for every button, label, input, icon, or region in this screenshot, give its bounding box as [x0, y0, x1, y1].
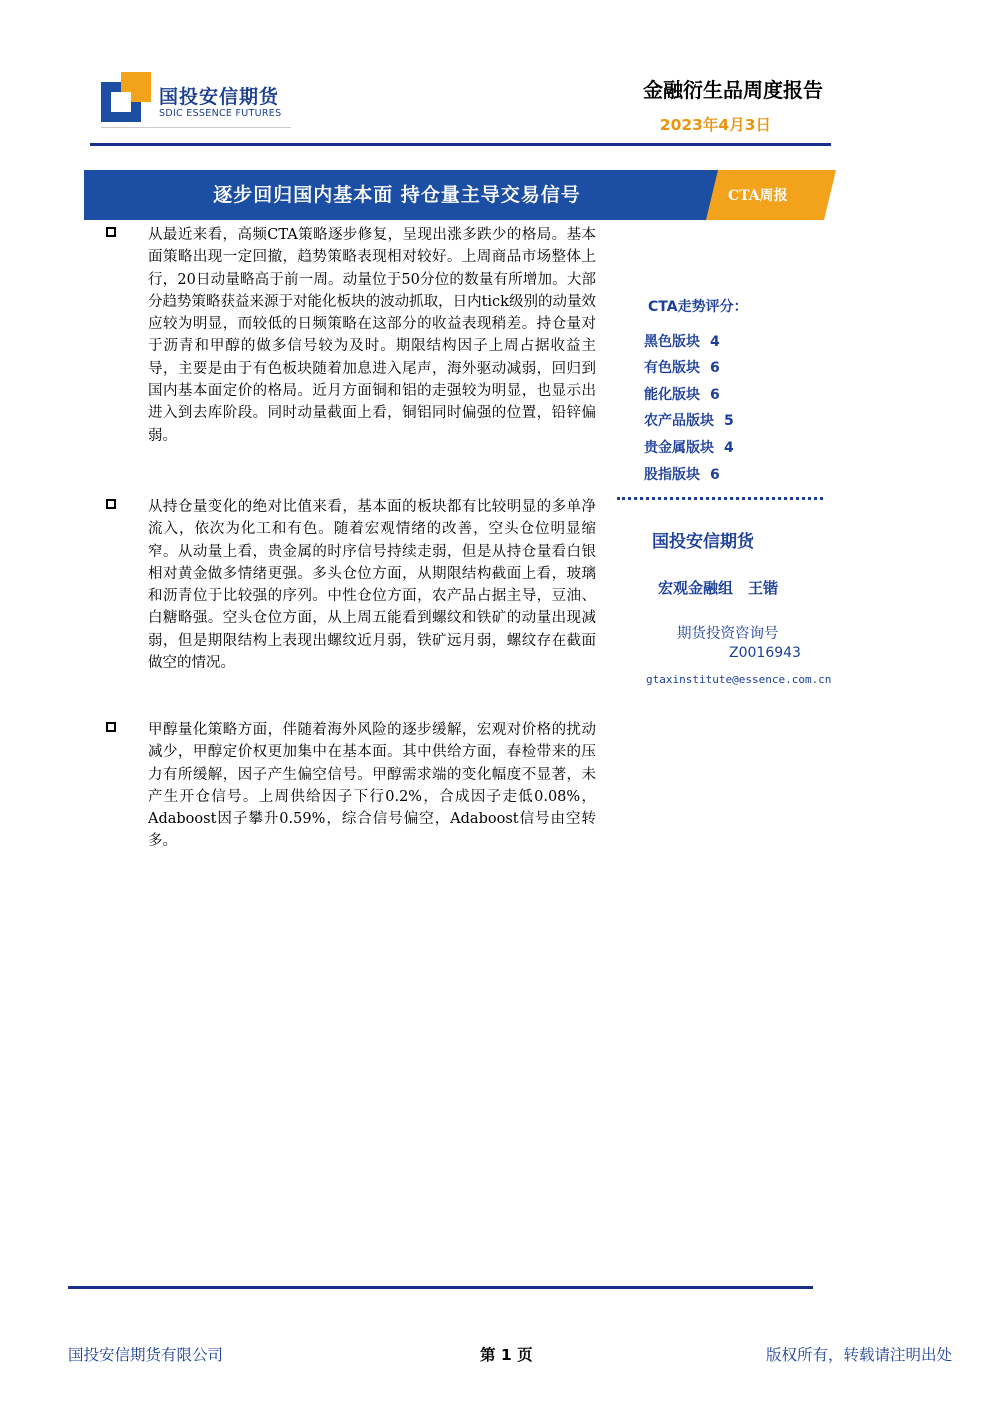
- dotted-divider: [617, 497, 823, 504]
- logo-text-cn: 国投安信期货: [159, 86, 280, 108]
- license-number: Z0016943: [729, 645, 801, 661]
- sidebar-company: 国投安信期货: [652, 532, 754, 552]
- score-item: [644, 384, 720, 404]
- report-date: 2023年4月3日: [659, 116, 771, 134]
- header-rule: [90, 143, 831, 146]
- score-sector: 黑色版块: [644, 334, 700, 350]
- logo-mark-icon: [101, 72, 151, 122]
- square-bullet-icon: [106, 227, 116, 237]
- paragraph-text: 甲醇量化策略方面，伴随着海外风险的逐步缓解，宏观对价格的扰动减少，甲醇定价权更加集中在基本面。其中供给方面，春检带来的压力有所缓解，因子产生偏空信号。甲醇需求端的变化幅度不显著，未产生开仓信号。上周供给因子下行0.2%，合成因子走低0.08%，Adaboost因子攀升0.59%，综合信号偏空，Adaboost信号由空转多。: [148, 722, 596, 850]
- report-headline: 逐步回归国内基本面 持仓量主导交易信号: [213, 184, 581, 206]
- score-item: [644, 410, 734, 430]
- score-value: 6: [710, 387, 720, 403]
- title-banner: [84, 170, 744, 220]
- score-sector: 农产品版块: [644, 413, 714, 429]
- score-value: 4: [710, 334, 720, 350]
- report-category-tag: CTA周报: [728, 188, 788, 204]
- cta-score-heading: CTA走势评分：: [648, 299, 748, 315]
- score-sector: 有色版块: [644, 360, 700, 376]
- logo-text-en: SDIC ESSENCE FUTURES: [159, 108, 282, 119]
- logo-divider: [101, 127, 291, 128]
- score-value: 5: [724, 413, 734, 429]
- score-item: [644, 357, 720, 377]
- score-value: 6: [710, 360, 720, 376]
- score-value: 6: [710, 467, 720, 483]
- report-type: 金融衍生品周度报告: [643, 78, 823, 102]
- company-logo: [101, 72, 301, 132]
- score-item: [644, 464, 720, 484]
- contact-email[interactable]: gtaxinstitute@essence.com.cn: [646, 673, 832, 686]
- square-bullet-icon: [106, 722, 116, 732]
- footer-company: 国投安信期货有限公司: [68, 1346, 224, 1364]
- square-bullet-icon: [106, 499, 116, 509]
- page-number: 第 1 页: [480, 1346, 533, 1364]
- score-sector: 贵金属版块: [644, 440, 714, 456]
- score-sector: 能化版块: [644, 387, 700, 403]
- score-sector: 股指版块: [644, 467, 700, 483]
- author: 宏观金融组 王锴: [658, 579, 779, 597]
- license-label: 期货投资咨询号: [677, 626, 779, 642]
- footer-copyright: 版权所有，转载请注明出处: [765, 1346, 952, 1364]
- paragraph-text: 从持仓量变化的绝对比值来看，基本面的板块都有比较明显的多单净流入，依次为化工和有色。随着宏观情绪的改善，空头仓位明显缩窄。从动量上看，贵金属的时序信号持续走弱，但是从持仓量看白银相对黄金做多情绪更强。多头仓位方面，从期限结构截面上看，玻璃和沥青位于比较强的序列。中性仓位方面，农产品占据主导，豆油、白糖略强。空头仓位方面，从上周五能看到螺纹和铁矿的动量出现减弱，但是期限结构上表现出螺纹近月弱，铁矿远月弱，螺纹存在截面做空的情况。: [148, 499, 596, 672]
- footer-rule: [68, 1286, 813, 1289]
- score-item: [644, 331, 720, 351]
- score-value: 4: [724, 440, 734, 456]
- paragraph-text: 从最近来看，高频CTA策略逐步修复，呈现出涨多跌少的格局。基本面策略出现一定回撤，趋势策略表现相对较好。上周商品市场整体上行，20日动量略高于前一周。动量位于50分位的数量有所增加。大部分趋势策略获益来源于对能化板块的波动抓取，日内tick级别的动量效应较为明显，而较低的日频策略在这部分的收益表现稍差。持仓量对于沥青和甲醇的做多信号较为及时。期限结构因子上周占据收益主导，主要是由于有色板块随着加息进入尾声，海外驱动减弱，回归到国内基本面定价的格局。近月方面铜和铝的走强较为明显，也显示出进入到去库阶段。同时动量截面上看，铜铝同时偏强的位置，铅锌偏弱。: [148, 227, 596, 444]
- score-item: [644, 437, 734, 457]
